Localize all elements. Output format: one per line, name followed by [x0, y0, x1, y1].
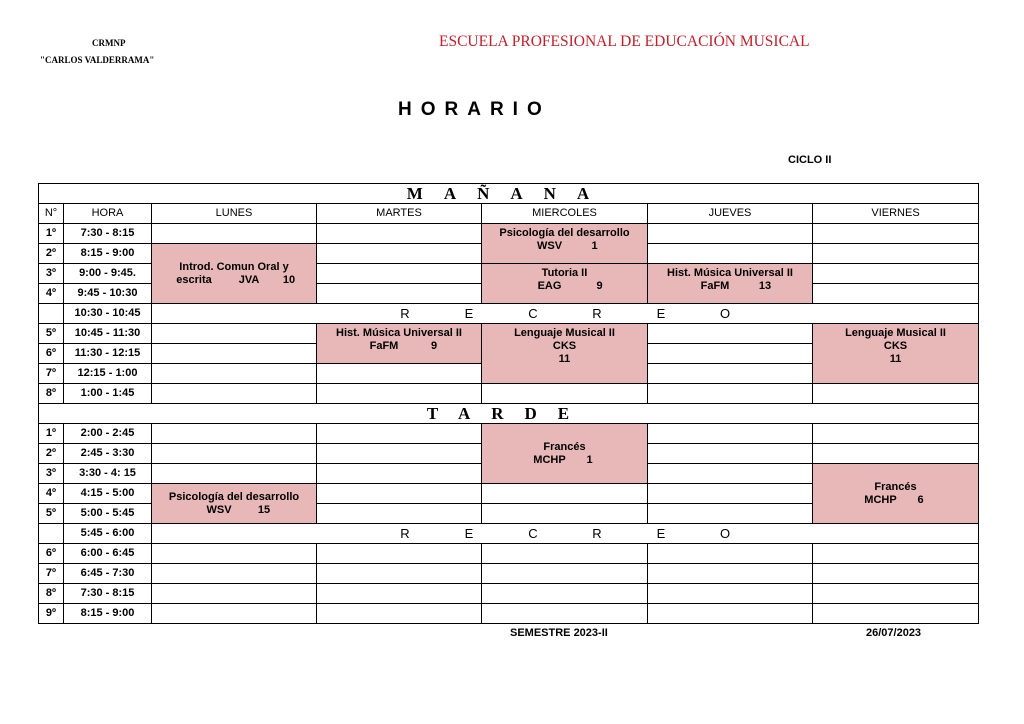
- empty-cell: [152, 324, 317, 344]
- empty-cell: [152, 544, 317, 564]
- break-letter: C: [528, 306, 538, 321]
- break-label: [152, 524, 979, 544]
- classroom-number: 9: [430, 340, 438, 352]
- course-name: Francés: [874, 480, 917, 493]
- empty-cell: [317, 464, 482, 484]
- empty-cell: [152, 344, 317, 364]
- course-cell: [813, 324, 979, 384]
- empty-cell: [152, 604, 317, 624]
- empty-cell: [648, 604, 813, 624]
- slot-time: 7:30 - 8:15: [64, 584, 152, 604]
- empty-cell: [317, 544, 482, 564]
- empty-cell: [482, 604, 648, 624]
- break-letter: R: [400, 526, 410, 541]
- teacher-code: JVA: [238, 273, 260, 286]
- empty-cell: [317, 504, 482, 524]
- classroom-number: 11: [558, 353, 571, 365]
- empty-cell: [813, 224, 979, 244]
- course-name-cont: escrita: [176, 273, 212, 286]
- empty-cell: [317, 284, 482, 304]
- empty-cell: [317, 424, 482, 444]
- slot-time: 6:45 - 7:30: [64, 564, 152, 584]
- schedule-table: [38, 183, 979, 624]
- empty-cell: [317, 564, 482, 584]
- column-header: LUNES: [152, 204, 317, 224]
- semester-label: SEMESTRE 2023-II: [510, 627, 608, 639]
- course-name: Psicología del desarrollo: [168, 490, 300, 503]
- break-letter: E: [464, 526, 474, 541]
- empty-cell: [648, 364, 813, 384]
- schedule-row: [39, 204, 979, 224]
- cycle-label: CICLO II: [788, 154, 832, 166]
- break-label: [152, 304, 979, 324]
- empty-cell: [813, 244, 979, 264]
- empty-cell: [482, 504, 648, 524]
- empty-cell: [813, 584, 979, 604]
- empty-cell: [648, 344, 813, 364]
- empty-cell: [648, 444, 813, 464]
- schedule-row: [39, 424, 979, 444]
- empty-cell: [648, 424, 813, 444]
- date-label: 26/07/2023: [866, 627, 922, 639]
- empty-cell: [648, 244, 813, 264]
- teacher-code: CKS: [552, 340, 577, 352]
- slot-number: 4º: [39, 284, 64, 304]
- break-letter: E: [656, 306, 666, 321]
- slot-time: 10:45 - 11:30: [64, 324, 152, 344]
- slot-time: 8:15 - 9:00: [64, 604, 152, 624]
- teacher-code: MCHP: [533, 453, 566, 466]
- slot-number: 8º: [39, 384, 64, 404]
- slot-number: 7º: [39, 364, 64, 384]
- course-name: Hist. Música Universal II: [336, 327, 462, 339]
- schedule-row: [39, 384, 979, 404]
- empty-cell: [482, 584, 648, 604]
- slot-number: 7º: [39, 564, 64, 584]
- empty-cell: [152, 584, 317, 604]
- empty-cell: [152, 444, 317, 464]
- slot-number: 6º: [39, 344, 64, 364]
- empty-cell: [317, 584, 482, 604]
- slot-number: 3º: [39, 464, 64, 484]
- empty-cell: [317, 364, 482, 384]
- section-header: MAÑANA: [39, 184, 979, 204]
- classroom-number: 1: [586, 453, 593, 466]
- slot-number: 5º: [39, 324, 64, 344]
- classroom-number: 9: [596, 280, 603, 292]
- empty-cell: [482, 484, 648, 504]
- course-cell: [152, 244, 317, 304]
- slot-time: 6:00 - 6:45: [64, 544, 152, 564]
- course-cell: [648, 264, 813, 304]
- section-header: TARDE: [39, 404, 979, 424]
- schedule-row: [39, 524, 979, 544]
- schedule-row: [39, 584, 979, 604]
- teacher-code: WSV: [536, 240, 563, 252]
- column-header: N°: [39, 204, 64, 224]
- slot-time: 5:45 - 6:00: [64, 524, 152, 544]
- slot-number: 1º: [39, 424, 64, 444]
- empty-cell: [152, 384, 317, 404]
- empty-cell: [813, 444, 979, 464]
- empty-cell: [813, 544, 979, 564]
- slot-time: 2:45 - 3:30: [64, 444, 152, 464]
- teacher-code: WSV: [206, 503, 232, 516]
- slot-number: 2º: [39, 244, 64, 264]
- classroom-number: 13: [758, 280, 772, 292]
- break-letter: E: [656, 526, 666, 541]
- slot-time: 12:15 - 1:00: [64, 364, 152, 384]
- column-header: VIERNES: [813, 204, 979, 224]
- empty-cell: [648, 564, 813, 584]
- course-name: Tutoria II: [541, 267, 588, 279]
- slot-time: 9:00 - 9:45.: [64, 264, 152, 284]
- empty-cell: [317, 244, 482, 264]
- slot-number: 8º: [39, 584, 64, 604]
- slot-number: 3º: [39, 264, 64, 284]
- schedule-row: [39, 224, 979, 244]
- slot-number: 6º: [39, 544, 64, 564]
- break-letter: E: [464, 306, 474, 321]
- column-header: MARTES: [317, 204, 482, 224]
- schedule-row: [39, 304, 979, 324]
- teacher-code: MCHP: [864, 493, 897, 506]
- teacher-code: FaFM: [369, 340, 399, 352]
- empty-cell: [482, 544, 648, 564]
- course-name: Francés: [543, 440, 586, 453]
- break-letter: R: [592, 306, 602, 321]
- empty-cell: [648, 324, 813, 344]
- course-name: Introd. Comun Oral y: [179, 260, 289, 273]
- classroom-number: 15: [257, 503, 271, 516]
- classroom-number: 1: [591, 240, 598, 252]
- course-cell: [482, 324, 648, 384]
- column-header: MIERCOLES: [482, 204, 648, 224]
- slot-time: 8:15 - 9:00: [64, 244, 152, 264]
- empty-cell: [648, 584, 813, 604]
- empty-cell: [813, 424, 979, 444]
- column-header: HORA: [64, 204, 152, 224]
- teacher-code: FaFM: [700, 280, 730, 292]
- empty-cell: [813, 284, 979, 304]
- slot-time: 3:30 - 4: 15: [64, 464, 152, 484]
- empty-cell: [152, 424, 317, 444]
- page-title: HORARIO: [398, 99, 551, 120]
- classroom-number: 10: [282, 273, 296, 286]
- empty-cell: [317, 384, 482, 404]
- slot-number: 9º: [39, 604, 64, 624]
- slot-time: 2:00 - 2:45: [64, 424, 152, 444]
- course-name: Psicología del desarrollo: [499, 227, 630, 239]
- empty-cell: [648, 224, 813, 244]
- empty-cell: [152, 224, 317, 244]
- classroom-number: 6: [917, 493, 924, 506]
- column-header: JUEVES: [648, 204, 813, 224]
- course-cell: [482, 424, 648, 484]
- empty-cell: [152, 464, 317, 484]
- empty-cell: [152, 564, 317, 584]
- course-cell: [317, 324, 482, 364]
- slot-time: 10:30 - 10:45: [64, 304, 152, 324]
- classroom-number: 11: [889, 353, 902, 365]
- schedule-row: [39, 604, 979, 624]
- empty-cell: [317, 604, 482, 624]
- empty-cell: [482, 384, 648, 404]
- schedule-row: [39, 184, 979, 204]
- empty-cell: [648, 544, 813, 564]
- school-title: ESCUELA PROFESIONAL DE EDUCACIÓN MUSICAL: [439, 33, 810, 50]
- empty-cell: [317, 224, 482, 244]
- institution-name: "CARLOS VALDERRAMA": [40, 55, 155, 65]
- schedule-row: [39, 544, 979, 564]
- course-name: Lenguaje Musical II: [514, 327, 615, 339]
- slot-number: [39, 304, 64, 324]
- break-letter: R: [400, 306, 410, 321]
- break-letter: C: [528, 526, 538, 541]
- teacher-code: EAG: [537, 280, 562, 292]
- institution-acronym: CRMNP: [92, 38, 126, 48]
- slot-time: 5:00 - 5:45: [64, 504, 152, 524]
- slot-time: 7:30 - 8:15: [64, 224, 152, 244]
- schedule-row: [39, 324, 979, 344]
- empty-cell: [648, 464, 813, 484]
- break-letter: O: [719, 526, 731, 541]
- empty-cell: [813, 264, 979, 284]
- empty-cell: [648, 504, 813, 524]
- slot-time: 1:00 - 1:45: [64, 384, 152, 404]
- slot-number: 5º: [39, 504, 64, 524]
- schedule-row: [39, 404, 979, 424]
- course-name: Hist. Música Universal II: [667, 267, 793, 279]
- empty-cell: [152, 364, 317, 384]
- course-cell: [482, 224, 648, 264]
- empty-cell: [317, 484, 482, 504]
- empty-cell: [813, 384, 979, 404]
- empty-cell: [317, 444, 482, 464]
- course-cell: [152, 484, 317, 524]
- slot-number: 1º: [39, 224, 64, 244]
- empty-cell: [648, 484, 813, 504]
- slot-time: 11:30 - 12:15: [64, 344, 152, 364]
- empty-cell: [317, 264, 482, 284]
- course-name: Lenguaje Musical II: [845, 327, 946, 339]
- schedule-row: [39, 564, 979, 584]
- teacher-code: CKS: [883, 340, 908, 352]
- empty-cell: [482, 564, 648, 584]
- slot-number: [39, 524, 64, 544]
- slot-time: 4:15 - 5:00: [64, 484, 152, 504]
- empty-cell: [813, 564, 979, 584]
- slot-time: 9:45 - 10:30: [64, 284, 152, 304]
- empty-cell: [813, 604, 979, 624]
- slot-number: 4º: [39, 484, 64, 504]
- slot-number: 2º: [39, 444, 64, 464]
- course-cell: [813, 464, 979, 524]
- empty-cell: [648, 384, 813, 404]
- course-cell: [482, 264, 648, 304]
- break-letter: O: [719, 306, 731, 321]
- break-letter: R: [592, 526, 602, 541]
